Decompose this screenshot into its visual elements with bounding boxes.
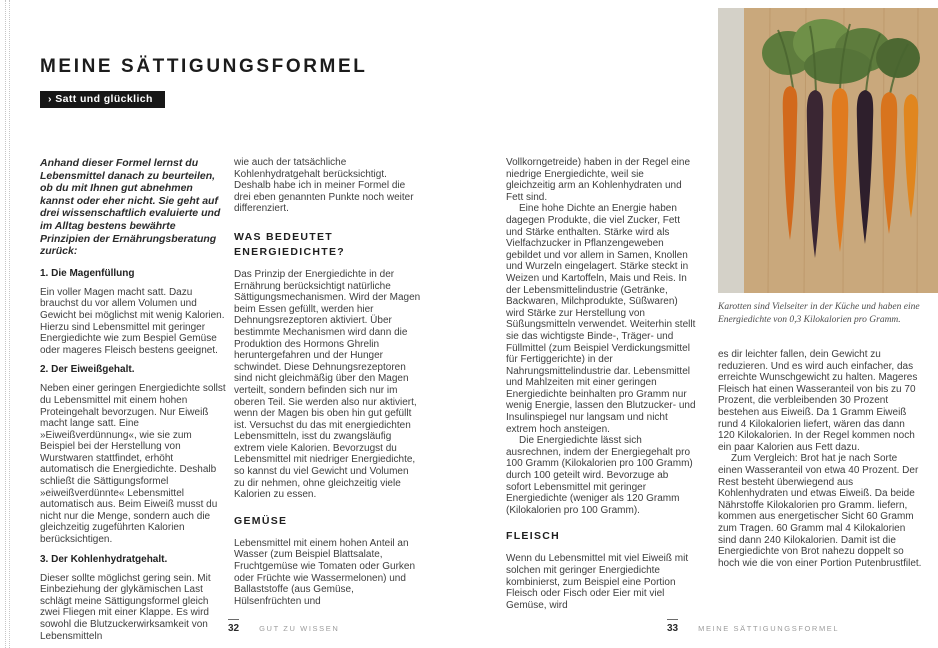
carrots-photo xyxy=(718,8,938,293)
photo-caption: Karotten sind Vielseiter in der Küche und haben eine Energiedichte von 0,3 Kilokalorien pro Gramm. xyxy=(718,302,920,325)
footer-section-right: MEINE SÄTTIGUNGSFORMEL xyxy=(698,624,840,633)
paragraph: Die Energiedichte lässt sich ausrechnen, indem der Energiegehalt pro 100 Gramm (Kilokalorien pro 100 Gramm) durch 100 geteilt wird. Bevorzuge ab sofort Lebensmittel mit geringer Energiedichte (weniger als 120 Gramm (Kilokalorien pro 100 Gramm). xyxy=(506,435,693,516)
paragraph: Eine hohe Dichte an Energie haben dagegen Produkte, die viel Zucker, Fett und Stärke enthalten. Stärke wird als Vielfachzucker in Pflanzengeweben gebildet und vor allem in Samen, Knollen und Wurzeln eingelagert. Stärke steckt in Weizen und Kartoffeln, Mais und Reis. In der Lebensmittelindustrie (Getränke, Backwaren, Milchprodukte, Süßwaren) wird Stärke zur Herstellung von Süßungsmitteln verwendet. Weiterhin stellt sie das wichtigste Binde-, Träger- und Füllmittel (zum Beispiel Verdickungsmittel für Fertiggerichte) in der Nahrungsmittelindustrie dar. Lebensmittel und Mahlzeiten mit einer geringen Energiedichte beinhalten pro Gramm nur wenig Energie, lassen den Blutzucker- und Insulinspiegel nur langsam und nicht extrem hoch ansteigen. xyxy=(506,203,696,435)
section-tag-badge: › Satt und glücklich xyxy=(40,91,165,108)
paragraph: Ein voller Magen macht satt. Dazu brauchst du vor allem Volumen und Gewicht bei möglichst mit wenig Kalorien. Hierzu sind Lebensmittel mit geringer Energiedichte wie zum Bespiel Gemüse oder mageres Fleisch bestens geeignet. xyxy=(40,286,225,356)
text-column-2 xyxy=(234,157,421,607)
margin-dotted-line xyxy=(9,0,10,648)
section-heading-fleisch: FLEISCH xyxy=(506,530,561,543)
margin-dotted-line xyxy=(5,0,6,648)
page-title: MEINE SÄTTIGUNGSFORMEL xyxy=(40,56,368,77)
footer-left-page xyxy=(228,619,339,634)
footer-right-page xyxy=(667,619,839,634)
paragraph: Zum Vergleich: Brot hat je nach Sorte einen Wasseranteil von etwa 40 Prozent. Der Rest besteht überwiegend aus Kohlenhydraten und etwas Eiweiß. Da beide Nährstoffe Kilokalorien pro Gramm. liefern, kommen aus energetischer Sicht 60 Gramm zum Tragen. 60 Gramm mal 4 Kilokalorien sind dann 240 Kilokalorien. Damit ist die Energiedichte von Brot nahezu doppelt so hoch wie die von einer Portion Putenbrustfilet. xyxy=(718,453,922,569)
carrots-photo-illustration xyxy=(718,8,938,293)
paragraph: Vollkorngetreide) haben in der Regel eine niedrige Energiedichte, weil sie gleichzeitig arm an Kohlenhydraten und Fett sind. xyxy=(506,157,691,203)
paragraph: Wenn du Lebensmittel mit viel Eiweiß mit solchen mit geringer Energiedichte kombinierst, zum Beispiel eine Portion Fleisch oder Fisch oder Eier mit viel Gemüse, wird xyxy=(506,553,689,611)
subheading-magenfuellung: 1. Die Magenfüllung xyxy=(40,267,135,279)
page-number-right: 33 xyxy=(667,619,678,634)
subheading-kohlenhydratgehalt: 3. Der Kohlenhydratgehalt. xyxy=(40,553,168,565)
paragraph: Lebensmittel mit einem hohen Anteil an Wasser (zum Beispiel Blattsalate, Fruchtgemüse wie Tomaten oder Gurken oder Früchte wie Wassermelonen) und Ballaststoffe (aus Gemüse, Hülsenfrüchten und xyxy=(234,537,416,607)
footer-section-left: GUT ZU WISSEN xyxy=(259,624,340,633)
paragraph: Neben einer geringen Energiedichte sollst du Lebensmittel mit einem hohen Proteingehalt bevorzugen. Nur Eiweiß macht lange satt. Eine »Eiweißverdünnung«, wie sie zum Beispiel bei der Herstellung von Wurstwaren stattfindet, erhöht automatisch die Energiedichte. Deshalb schließt die Sättigungsformel »eiweißverdünnte« Lebensmittel automatisch aus. Beim Eiweiß musst du nicht nur die Menge, sondern auch die gleichzeitig zugeführten Kalorien berücksichtigen. xyxy=(40,383,226,546)
paragraph: Dieser sollte möglichst gering sein. Mit Einbeziehung der glykämischen Last schlägt meine Sättigungsformel gleich zwei Fliegen mit einer Klappe. Es wird sowohl die Blutzuckerwirksamkeit von Lebensmitteln xyxy=(40,572,211,642)
text-column-1 xyxy=(40,157,227,642)
intro-paragraph: Anhand dieser Formel lernst du Lebensmittel danach zu beurteilen, ob du mit Ihnen gut abnehmen kannst oder eher nicht. Sie geht auf drei wissenschaftlich evaluierte und im Alltag bestens bewährte Prinzipien der Ernährungsberatung zurück: xyxy=(40,157,221,258)
paragraph: wie auch der tatsächliche Kohlenhydratgehalt berücksichtigt. Deshalb habe ich in meiner Formel die drei eben genannten Punkte noch weiter differenziert. xyxy=(234,157,414,215)
paragraph: es dir leichter fallen, dein Gewicht zu reduzieren. Und es wird auch einfacher, das erreichte Wunschgewicht zu halten. Mageres Fleisch hat einen Wasseranteil von bis zu 70 Prozent, die verbleibenden 30 Prozent bestehen aus Eiweiß. Da 1 Gramm Eiweiß rund 4 Kilokalorien liefert, wären das dann 120 Kilokalorien. In der Regel kommen noch ein paar Kalorien aus Fett dazu. xyxy=(718,349,918,453)
page-number-left: 32 xyxy=(228,619,239,634)
text-column-3 xyxy=(506,157,696,611)
text-column-4 xyxy=(718,349,924,569)
paragraph: Das Prinzip der Energiedichte in der Ernährung berücksichtigt natürliche Sättigungsmechanismen. Wird der Magen beim Essen gefüllt, werden hier Dehnungsrezeptoren aktiviert. Über bestimmte Mechanismen wird dann die Produktion des Hormons Ghrelin heruntergefahren und der Hunger schwindet. Diese Dehnungsrezeptoren sind nicht gleichmäßig über den Magen verteilt, sondern befinden sich nur im oberen Teil. Sie werden also nur aktiviert, wenn der Magen bis oben hin gut gefüllt ist. Versuchst du das mit energiedichten Lebensmitteln, isst du zwangsläufig extrem viele Kalorien. Bevorzugst du Lebensmittel mit niedriger Energiedichte, so kannst du viel Gewicht und Volumen zu dir nehmen, ohne gleichzeitig viele Kalorien zu essen. xyxy=(234,268,421,501)
section-heading-gemuese: GEMÜSE xyxy=(234,514,288,527)
section-heading-energiedichte: WAS BEDEUTET ENERGIEDICHTE? xyxy=(234,230,345,258)
subheading-eiweissgehalt: 2. Der Eiweißgehalt. xyxy=(40,364,135,376)
